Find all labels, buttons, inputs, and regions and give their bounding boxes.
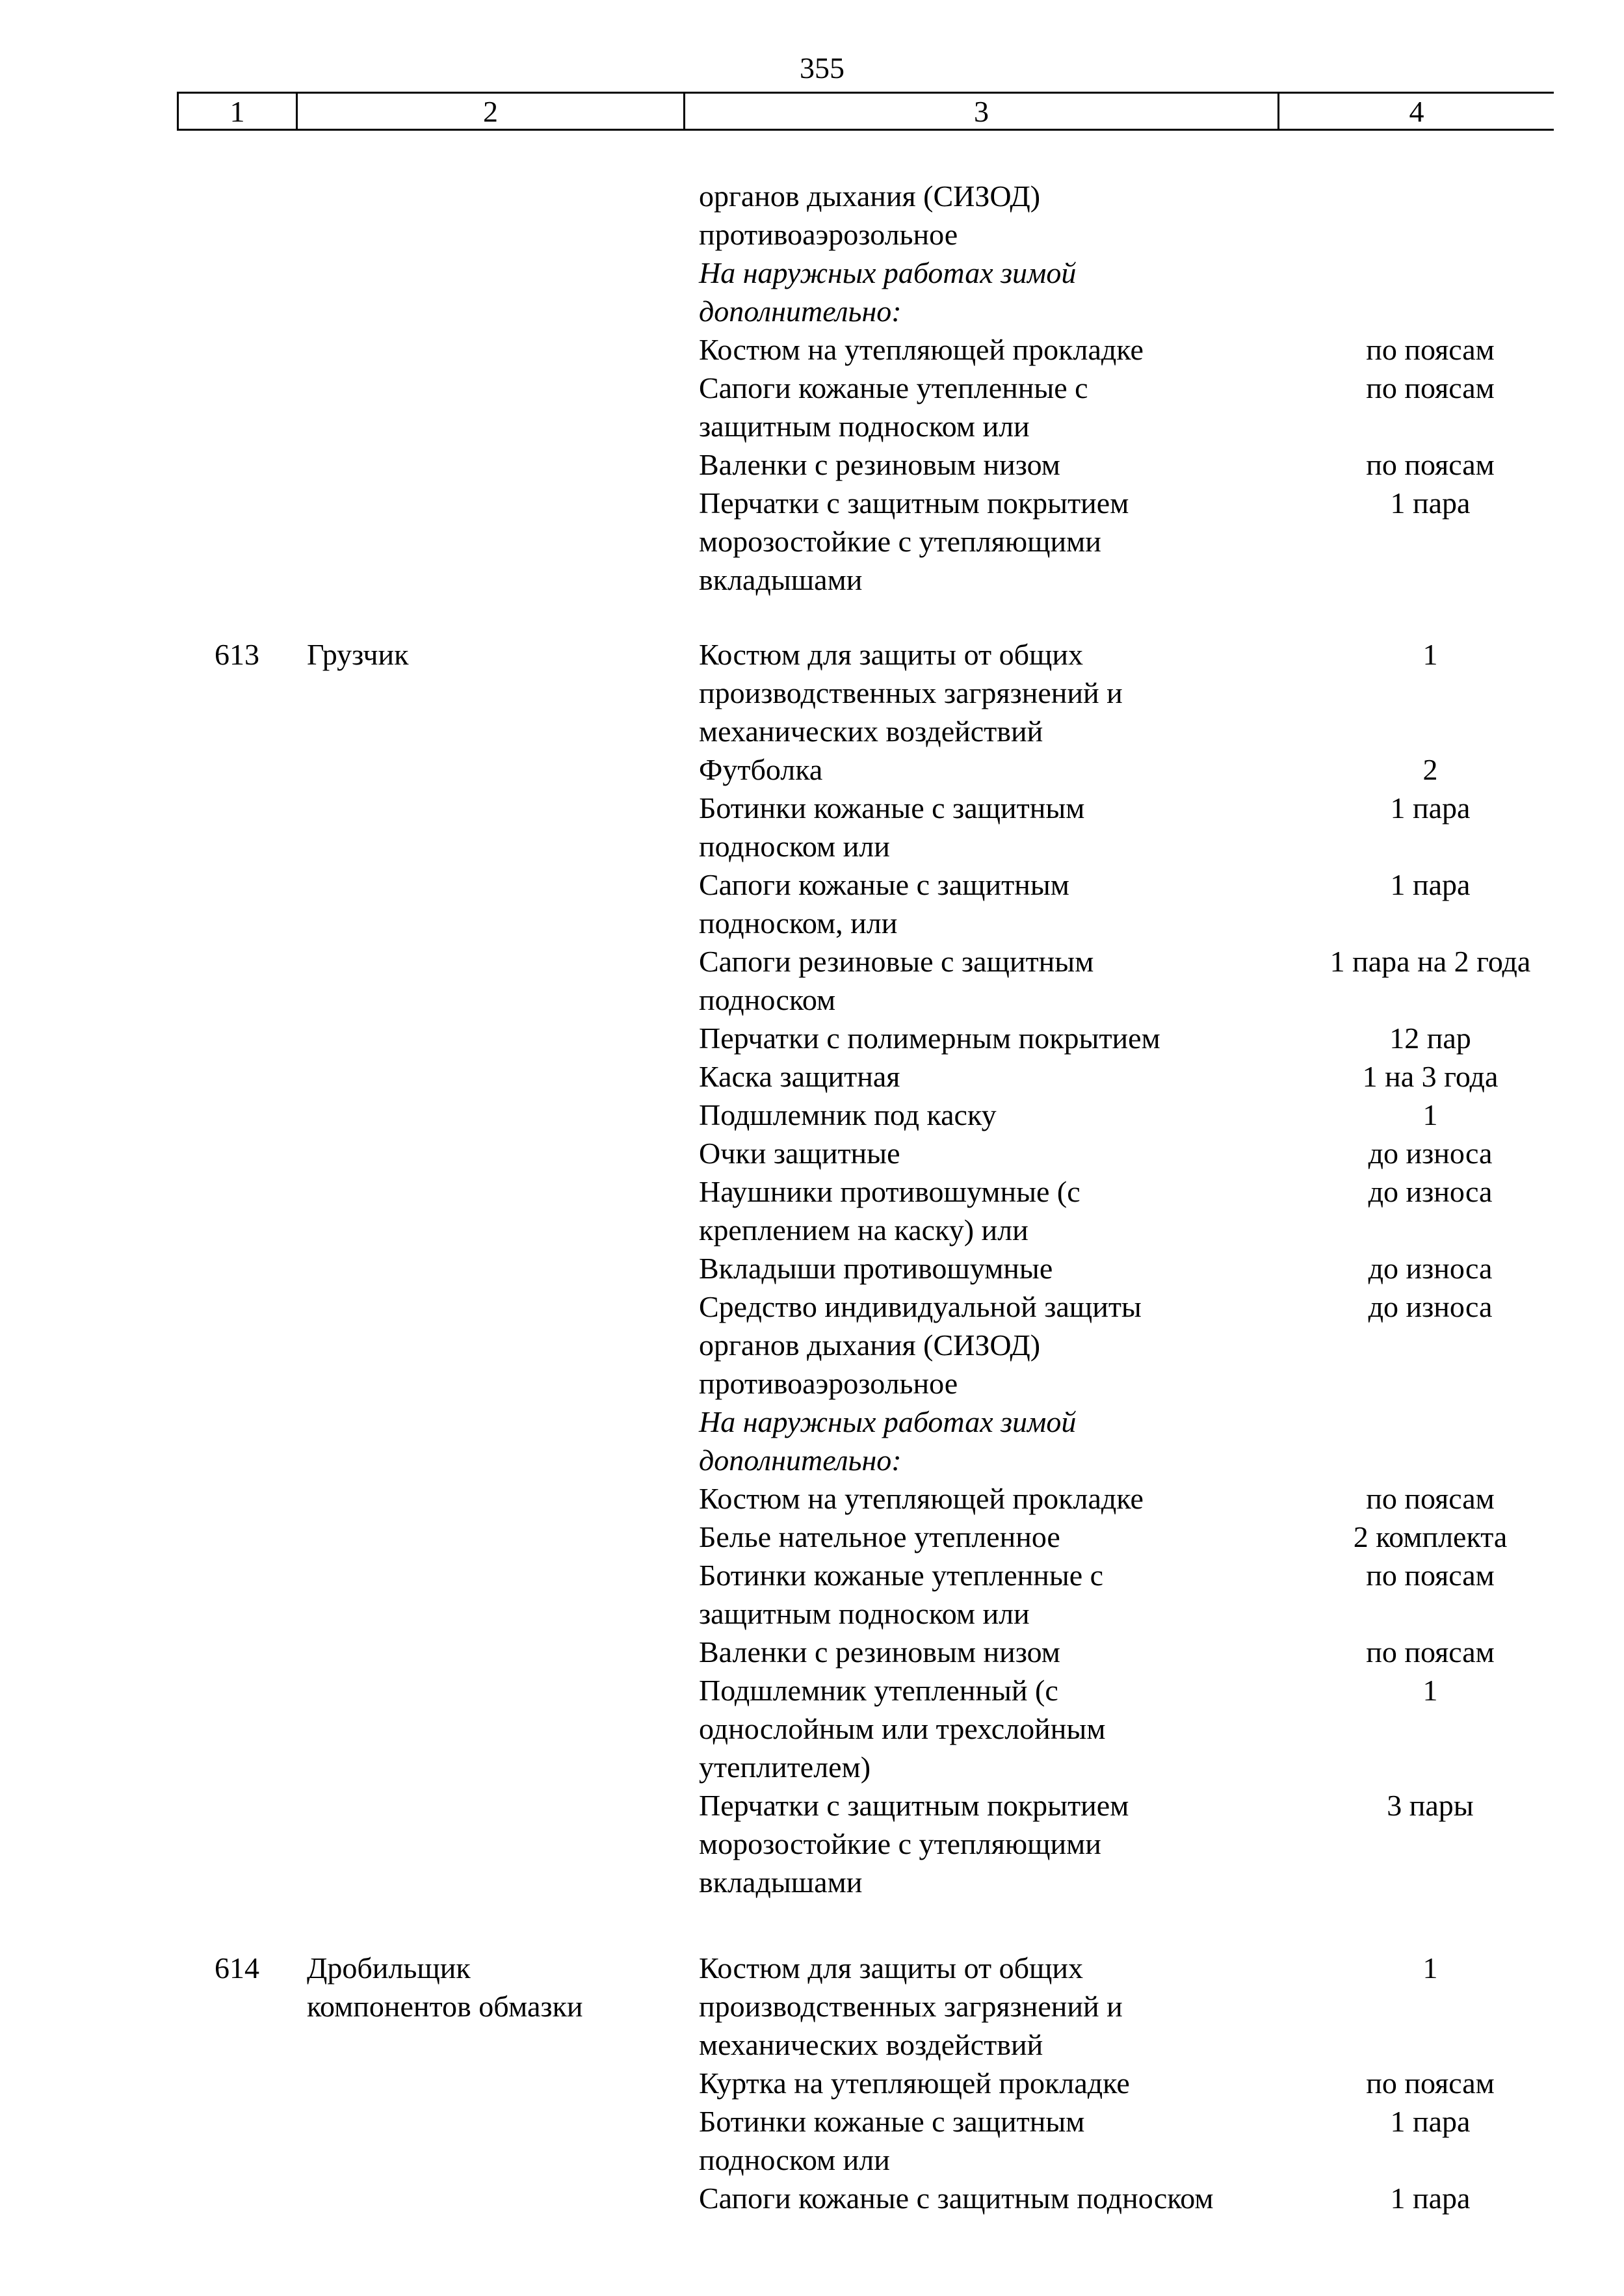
ppe-item-line: механических воздействий [699, 2028, 1043, 2061]
ppe-item-line: Каска защитная [699, 1060, 900, 1093]
ppe-item [699, 865, 1349, 942]
ppe-item-line: утеплителем) [699, 1750, 871, 1784]
issue-norm: 2 комплекта [1353, 1520, 1508, 1553]
ppe-item-line: дополнительно: [699, 295, 902, 328]
ppe-item [699, 484, 1349, 599]
ppe-item [699, 1287, 1349, 1403]
ppe-item-line: механических воздействий [699, 715, 1043, 748]
ppe-item-line: Средство индивидуальной защиты [699, 1290, 1142, 1323]
ppe-item [699, 789, 1349, 865]
ppe-item [699, 177, 1349, 254]
ppe-item-line: Куртка на утепляющей прокладке [699, 2066, 1130, 2100]
ppe-item [699, 942, 1349, 1019]
ppe-item-line: Ботинки кожаные с защитным [699, 791, 1085, 825]
ppe-item-line: производственных загрязнений и [699, 1990, 1123, 2023]
ppe-item [699, 1134, 1349, 1172]
ppe-item [699, 2179, 1349, 2217]
ppe-item-line: Костюм для защиты от общих [699, 1951, 1084, 1985]
ppe-item-line: органов дыхания (СИЗОД) [699, 1328, 1041, 1362]
ppe-item-line: Вкладыши противошумные [699, 1252, 1053, 1285]
issue-norm: до износа [1368, 1252, 1493, 1285]
ppe-item-line: Сапоги кожаные с защитным [699, 868, 1069, 901]
ppe-item [699, 445, 1349, 484]
issue-norm: 3 пары [1387, 1789, 1474, 1822]
profession-name [307, 635, 408, 674]
table-header [177, 92, 1554, 131]
item-number: 613 [215, 638, 259, 671]
issue-norm: 1 пара [1390, 791, 1471, 825]
ppe-item-line: защитным подноском или [699, 410, 1030, 443]
ppe-item-line: однослойным или трехслойным [699, 1712, 1106, 1745]
ppe-item [699, 1518, 1349, 1556]
ppe-item-line: Наушники противошумные (с [699, 1175, 1080, 1208]
ppe-item-line: подноском, или [699, 906, 898, 940]
issue-norm: по поясам [1366, 333, 1495, 366]
ppe-item-line: На наружных работах зимой [699, 1405, 1077, 1438]
ppe-item-line: защитным подноском или [699, 1597, 1030, 1630]
issue-norm: 1 [1422, 1674, 1438, 1707]
ppe-item-line: Сапоги кожаные с защитным подноском [699, 2182, 1214, 2215]
ppe-item [699, 1057, 1349, 1096]
issue-norm: 2 [1422, 753, 1438, 786]
ppe-item [699, 369, 1349, 445]
issue-norm: по поясам [1366, 448, 1495, 481]
issue-norm: до износа [1368, 1175, 1493, 1208]
issue-norm: 1 пара [1390, 2105, 1471, 2138]
header-col-4: 4 [1409, 95, 1424, 128]
issue-norm: 1 пара [1390, 868, 1471, 901]
issue-norm: 1 пара [1390, 486, 1471, 520]
issue-norm: 1 [1422, 1951, 1438, 1985]
section-note [699, 1403, 1349, 1479]
ppe-item-line: органов дыхания (СИЗОД) [699, 179, 1041, 213]
ppe-item-line: вкладышами [699, 1866, 863, 1899]
profession-name [307, 1949, 583, 2025]
issue-norm: по поясам [1366, 371, 1495, 404]
ppe-item-line: Очки защитные [699, 1137, 900, 1170]
issue-norm: по поясам [1366, 2066, 1495, 2100]
ppe-item [699, 1671, 1349, 1786]
ppe-item-line: креплением на каску) или [699, 1213, 1028, 1247]
ppe-item-line: морозостойкие с утепляющими [699, 1827, 1101, 1860]
ppe-item-line: Костюм на утепляющей прокладке [699, 333, 1144, 366]
ppe-item [699, 1633, 1349, 1671]
ppe-item [699, 330, 1349, 369]
issue-norm: 1 на 3 года [1362, 1060, 1499, 1093]
ppe-item [699, 1249, 1349, 1287]
ppe-item-line: вкладышами [699, 563, 863, 596]
ppe-item [699, 2064, 1349, 2102]
ppe-item-line: На наружных работах зимой [699, 256, 1077, 289]
header-col-3: 3 [685, 94, 1279, 129]
ppe-item-line: Сапоги кожаные утепленные с [699, 371, 1088, 404]
issue-norm: до износа [1368, 1137, 1493, 1170]
issue-norm: 1 [1422, 638, 1438, 671]
ppe-item-line: Костюм на утепляющей прокладке [699, 1482, 1144, 1515]
ppe-item-line: Перчатки с защитным покрытием [699, 1789, 1129, 1822]
ppe-item [699, 635, 1349, 750]
profession-line: Дробильщик [307, 1951, 471, 1985]
issue-norm: 1 пара на 2 года [1329, 945, 1531, 978]
header-col-1: 1 [179, 94, 298, 129]
ppe-item-line: противоаэрозольное [699, 1367, 958, 1400]
ppe-item [699, 1556, 1349, 1633]
issue-norm: по поясам [1366, 1559, 1495, 1592]
issue-norm: до износа [1368, 1290, 1493, 1323]
ppe-item [699, 1096, 1349, 1134]
ppe-item-line: Костюм для защиты от общих [699, 638, 1084, 671]
ppe-item-line: Ботинки кожаные утепленные с [699, 1559, 1104, 1592]
ppe-item-line: Перчатки с полимерным покрытием [699, 1022, 1160, 1055]
ppe-item-line: дополнительно: [699, 1444, 902, 1477]
profession-line: компонентов обмазки [307, 1990, 583, 2023]
ppe-item-line: Подшлемник утепленный (с [699, 1674, 1058, 1707]
ppe-item-line: Ботинки кожаные с защитным [699, 2105, 1085, 2138]
profession-line: Грузчик [307, 638, 409, 671]
ppe-item [699, 1949, 1349, 2064]
ppe-item-line: подноском [699, 983, 836, 1016]
ppe-item [699, 750, 1349, 789]
ppe-item-line: Подшлемник под каску [699, 1098, 997, 1131]
ppe-item-line: производственных загрязнений и [699, 676, 1123, 709]
ppe-item-line: Валенки с резиновым низом [699, 1635, 1060, 1669]
issue-norm: по поясам [1366, 1635, 1495, 1669]
issue-norm: 1 [1422, 1098, 1438, 1131]
item-number: 614 [215, 1951, 259, 1985]
issue-norm: 1 пара [1390, 2182, 1471, 2215]
ppe-item-line: противоаэрозольное [699, 218, 958, 251]
header-col-2: 2 [298, 94, 685, 129]
ppe-item-line: Сапоги резиновые с защитным [699, 945, 1094, 978]
ppe-item [699, 1786, 1349, 1901]
ppe-item-line: Валенки с резиновым низом [699, 448, 1060, 481]
section-note [699, 254, 1349, 330]
ppe-item-line: подноском или [699, 830, 890, 863]
issue-norm: по поясам [1366, 1482, 1495, 1515]
ppe-item [699, 1479, 1349, 1518]
ppe-item [699, 1172, 1349, 1249]
ppe-item [699, 2102, 1349, 2179]
page-number: 355 [800, 51, 845, 85]
ppe-item-line: морозостойкие с утепляющими [699, 525, 1101, 558]
ppe-item [699, 1019, 1349, 1057]
ppe-item-line: Белье нательное утепленное [699, 1520, 1060, 1553]
ppe-item-line: Перчатки с защитным покрытием [699, 486, 1129, 520]
issue-norm: 12 пар [1389, 1022, 1471, 1055]
ppe-item-line: подноском или [699, 2143, 890, 2176]
ppe-item-line: Футболка [699, 753, 823, 786]
